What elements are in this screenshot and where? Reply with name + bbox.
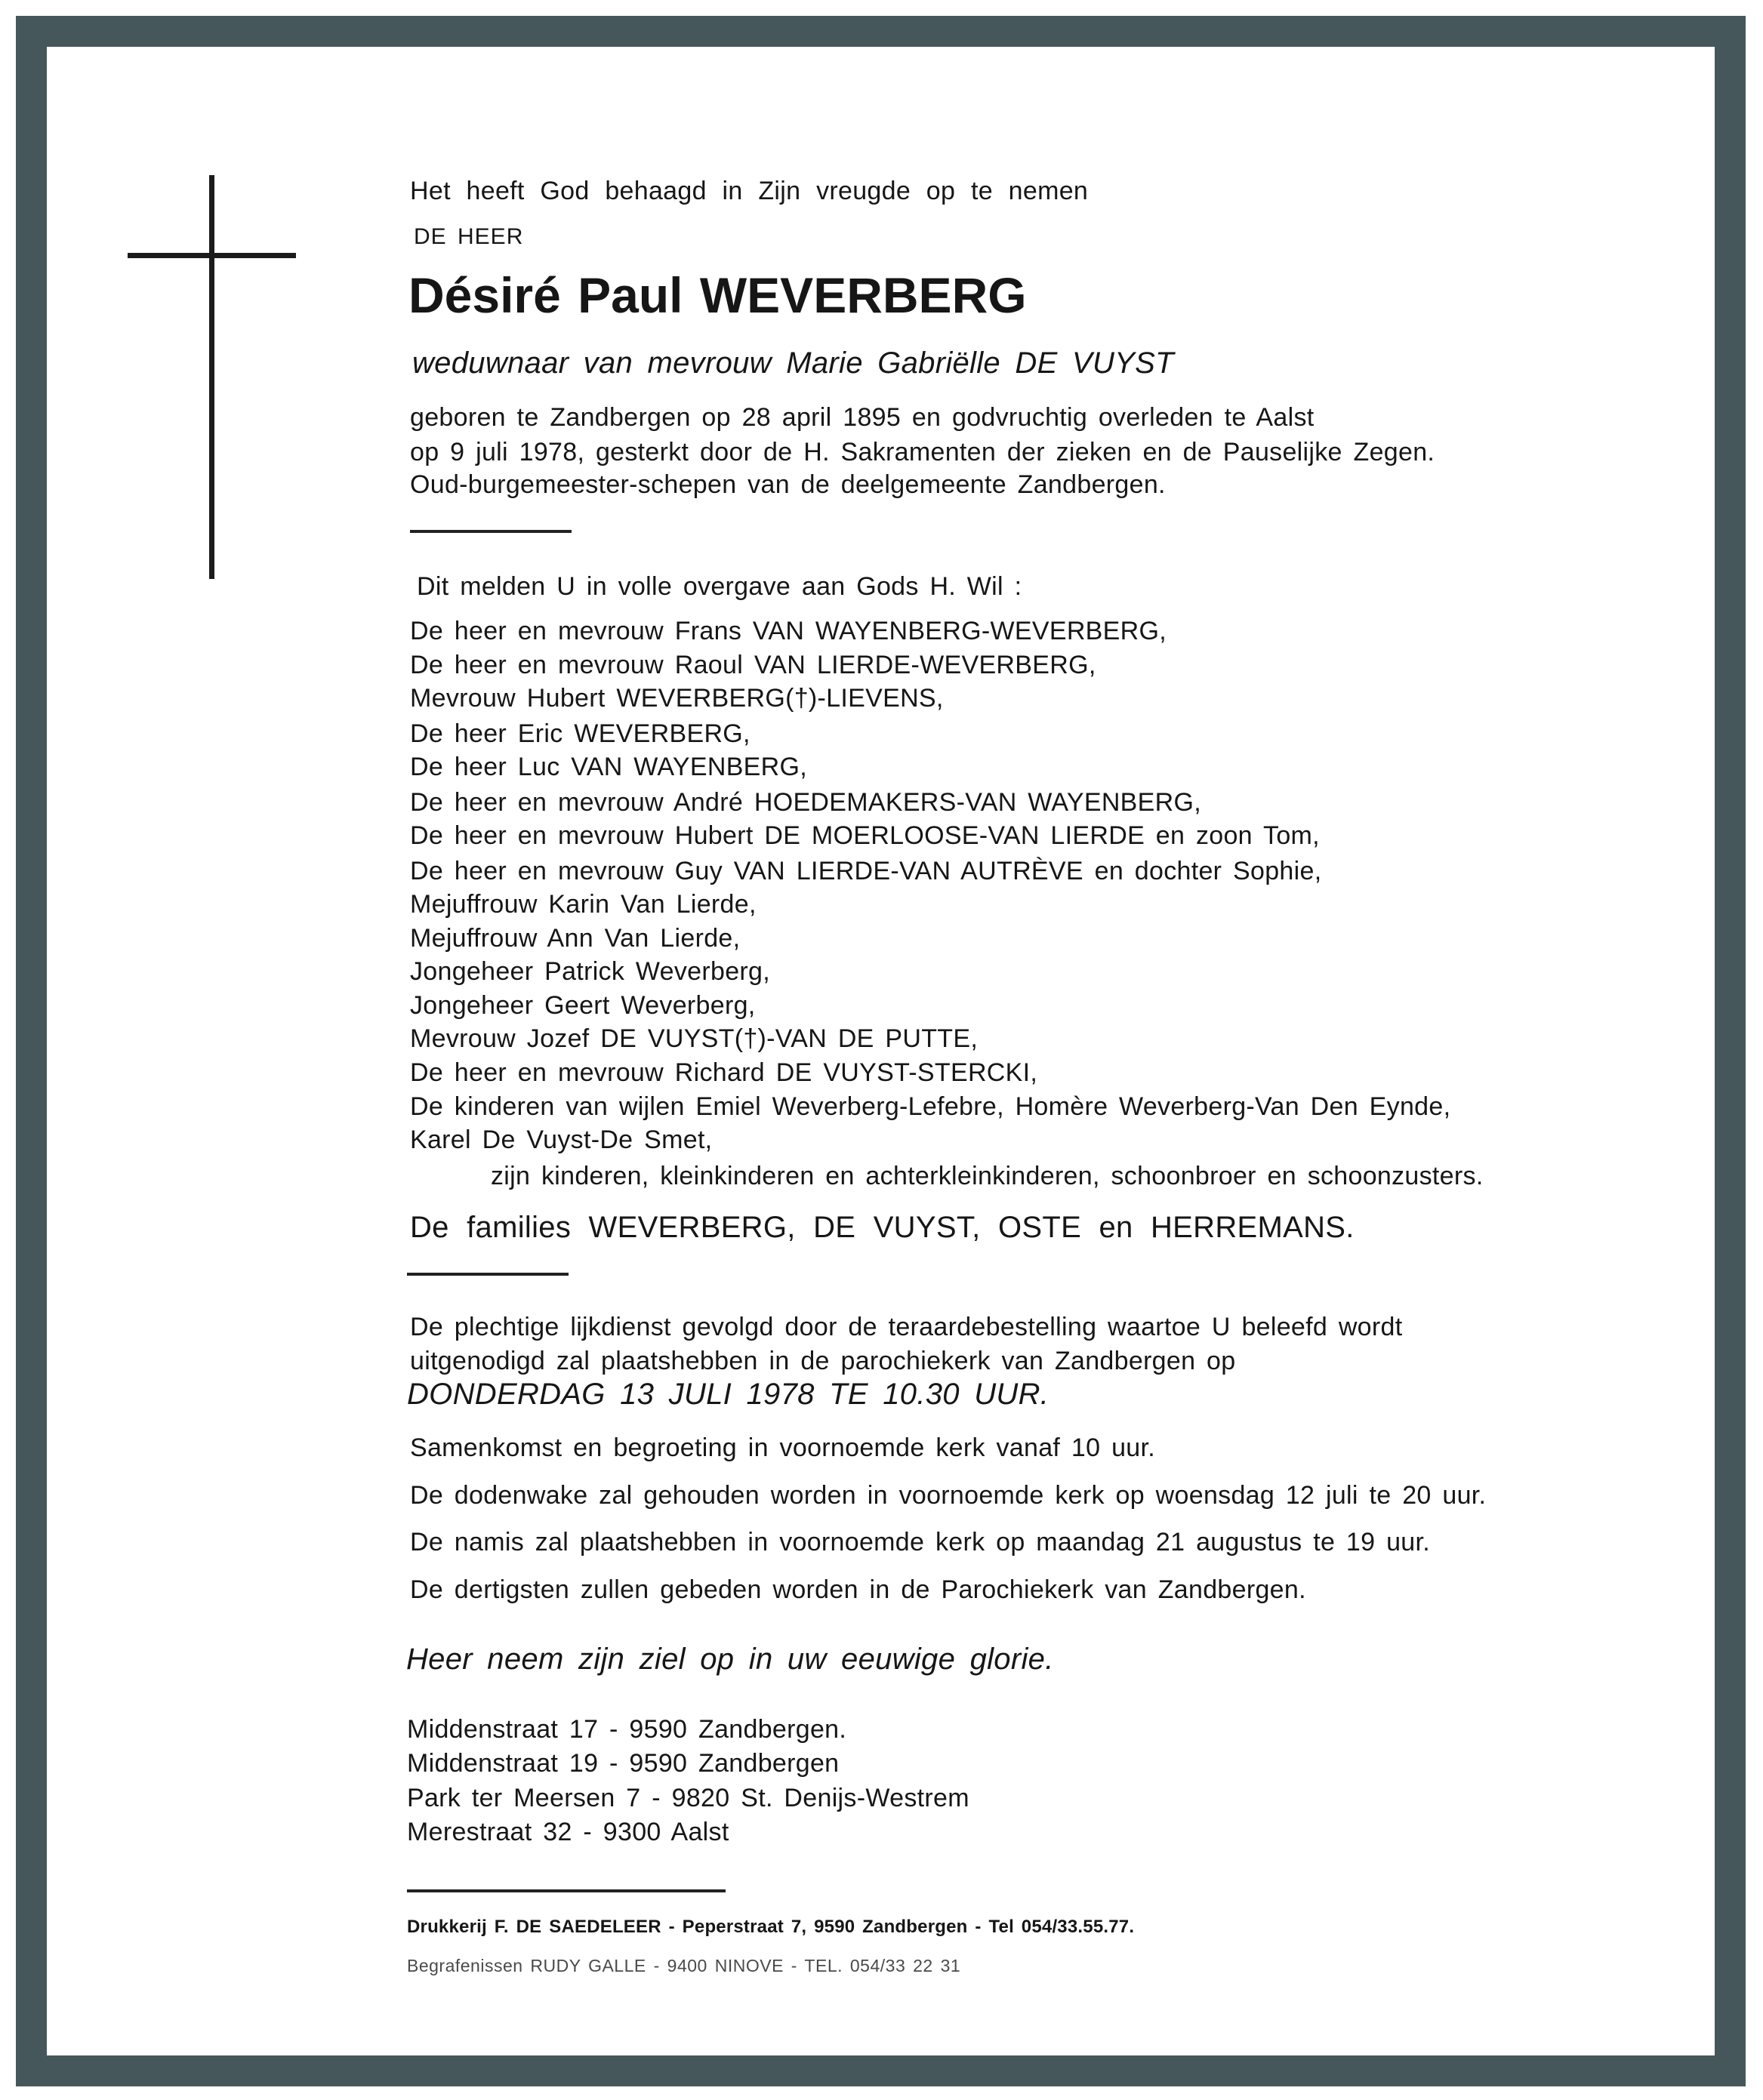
- separator: [407, 1273, 569, 1276]
- families-line: De families WEVERBERG, DE VUYST, OSTE en HERREMANS.: [410, 1211, 1355, 1244]
- mourner-line: Mejuffrouw Karin Van Lierde,: [410, 890, 757, 919]
- mourner-line: De heer en mevrouw Richard DE VUYST-STERCKI,: [410, 1058, 1038, 1087]
- address-line: Merestraat 32 - 9300 Aalst: [407, 1818, 729, 1846]
- deceased-name: Désiré Paul WEVERBERG: [408, 267, 1027, 323]
- mourner-line: De heer en mevrouw Frans VAN WAYENBERG-WEVERBERG,: [410, 617, 1167, 645]
- service-invitation: uitgenodigd zal plaatshebben in de parochiekerk van Zandbergen op: [410, 1347, 1236, 1375]
- cross-icon: [209, 175, 214, 579]
- mourner-line: Mevrouw Jozef DE VUYST(†)-VAN DE PUTTE,: [410, 1024, 979, 1053]
- biography-line: Oud-burgemeester-schepen van de deelgemeente Zandbergen.: [410, 470, 1166, 499]
- service-invitation: De plechtige lijkdienst gevolgd door de teraardebestelling waartoe U beleefd wordt: [410, 1313, 1403, 1341]
- cross-icon-bar: [128, 253, 296, 258]
- mourner-line: Mejuffrouw Ann Van Lierde,: [410, 924, 741, 953]
- separator: [410, 530, 572, 533]
- relations-line: zijn kinderen, kleinkinderen en achterkleinkinderen, schoonbroer en schoonzusters.: [491, 1162, 1484, 1190]
- address-line: Middenstraat 17 - 9590 Zandbergen.: [407, 1715, 847, 1744]
- mourner-line: Jongeheer Geert Weverberg,: [410, 991, 756, 1020]
- mourner-line: De kinderen van wijlen Emiel Weverberg-Lefebre, Homère Weverberg-Van Den Eynde,: [410, 1092, 1451, 1121]
- mourner-line: De heer en mevrouw Raoul VAN LIERDE-WEVERBERG,: [410, 651, 1096, 679]
- mourner-line: De heer Luc VAN WAYENBERG,: [410, 753, 807, 781]
- mourner-line: Jongeheer Patrick Weverberg,: [410, 957, 771, 986]
- service-date: DONDERDAG 13 JULI 1978 TE 10.30 UUR.: [407, 1378, 1049, 1411]
- spouse-line: weduwnaar van mevrouw Marie Gabriëlle DE VUYST: [412, 346, 1174, 380]
- service-detail: De namis zal plaatshebben in voornoemde kerk op maandag 21 augustus te 19 uur.: [410, 1528, 1430, 1557]
- service-detail: De dertigsten zullen gebeden worden in de Parochiekerk van Zandbergen.: [410, 1575, 1306, 1604]
- mourner-line: De heer en mevrouw Guy VAN LIERDE-VAN AUTRÈVE en dochter Sophie,: [410, 857, 1322, 885]
- service-detail: De dodenwake zal gehouden worden in voornoemde kerk op woensdag 12 juli te 20 uur.: [410, 1481, 1487, 1510]
- mourner-line: De heer en mevrouw André HOEDEMAKERS-VAN WAYENBERG,: [410, 788, 1201, 817]
- address-line: Middenstraat 19 - 9590 Zandbergen: [407, 1749, 840, 1778]
- printer-credit: Drukkerij F. DE SAEDELEER - Peperstraat 7, 9590 Zandbergen - Tel 054/33.55.77.: [407, 1917, 1135, 1937]
- address-line: Park ter Meersen 7 - 9820 St. Denijs-Westrem: [407, 1784, 969, 1812]
- intro-line: Het heeft God behaagd in Zijn vreugde op te nemen: [410, 177, 1089, 205]
- service-detail: Samenkomst en begroeting in voornoemde kerk vanaf 10 uur.: [410, 1433, 1155, 1462]
- mourner-line: De heer en mevrouw Hubert DE MOERLOOSE-VAN LIERDE en zoon Tom,: [410, 821, 1320, 850]
- funeral-director-credit: Begrafenissen RUDY GALLE - 9400 NINOVE - TEL. 054/33 22 31: [407, 1956, 961, 1975]
- separator: [407, 1889, 726, 1892]
- mourner-line: Karel De Vuyst-De Smet,: [410, 1125, 713, 1154]
- announcement-intro: Dit melden U in volle overgave aan Gods H. Wil :: [417, 572, 1022, 601]
- biography-line: geboren te Zandbergen op 28 april 1895 en godvruchtig overleden te Aalst: [410, 403, 1315, 432]
- prayer: Heer neem zijn ziel op in uw eeuwige glorie.: [406, 1643, 1054, 1676]
- biography-line: op 9 juli 1978, gesterkt door de H. Sakramenten der zieken en de Pauselijke Zegen.: [410, 438, 1435, 466]
- salutation: DE HEER: [414, 224, 524, 249]
- mourner-line: Mevrouw Hubert WEVERBERG(†)-LIEVENS,: [410, 684, 944, 713]
- mourner-line: De heer Eric WEVERBERG,: [410, 719, 751, 748]
